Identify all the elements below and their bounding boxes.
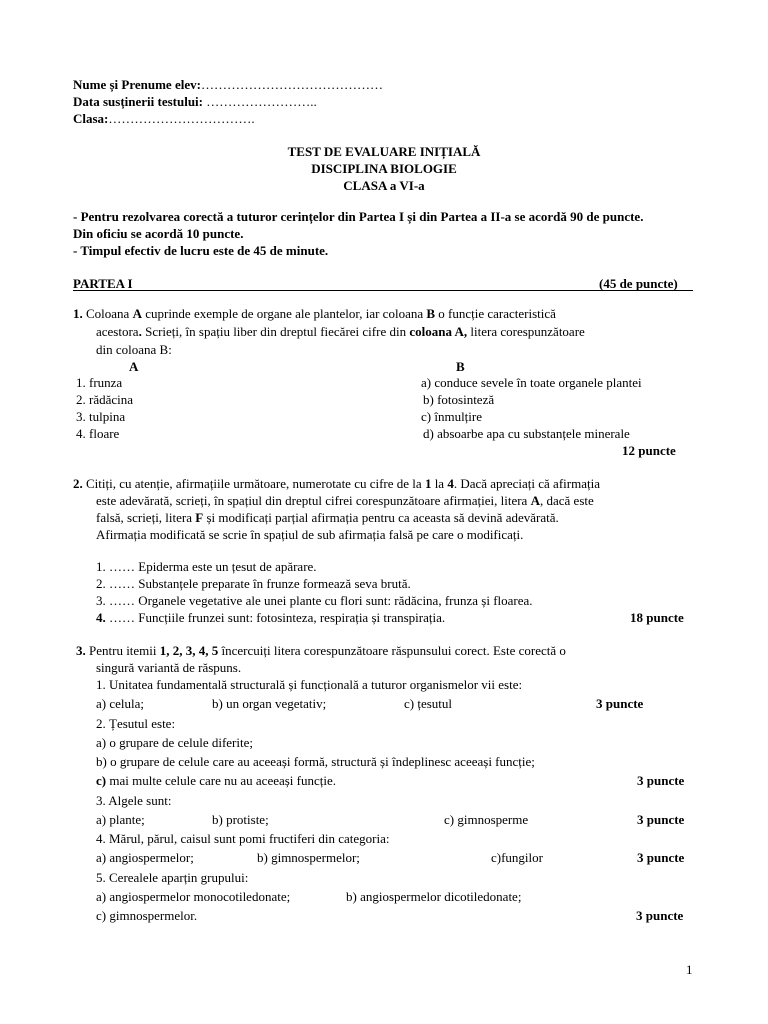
q2-line1: [73, 476, 600, 492]
q1-function-item: c) înmulțire: [421, 409, 483, 424]
q2-statement[interactable]: 2. …… Substanțele preparate în frunze formează seva brută.: [96, 576, 411, 591]
q1-text: Scrieți, în spațiu liber din dreptul fiecărei cifre din: [145, 324, 407, 339]
test-date-line: [73, 94, 317, 110]
q3-number: 3.: [76, 643, 86, 658]
part1-label: PARTEA I: [73, 276, 133, 291]
q2-statement[interactable]: [96, 610, 445, 626]
q3-item2-option[interactable]: [96, 773, 336, 789]
q3-item3-option[interactable]: c) gimnosperme: [444, 812, 529, 827]
q1-text: litera corespunzătoare: [470, 324, 585, 339]
q2-number: 2.: [73, 476, 83, 491]
q1-organ-item: 3. tulpina: [76, 409, 126, 424]
q3-item4-question: 4. Mărul, părul, caisul sunt pomi fructiferi din categoria:: [96, 831, 390, 846]
class-blank: …………………………….: [108, 111, 255, 126]
q2-text: falsă, scrieți, litera: [96, 510, 193, 525]
q2-statement-text: …… Funcțiile frunzei sunt: fotosinteza, respirația și transpirația.: [109, 610, 446, 625]
q1-col-a-ref: A: [132, 306, 142, 321]
q2-text: 4: [447, 476, 454, 491]
student-name-label: Nume și Prenume elev:: [73, 77, 201, 92]
q1-column-a-header: A: [129, 359, 139, 374]
test-date-label: Data susținerii testului:: [73, 94, 203, 109]
q2-text: , dacă este: [539, 493, 594, 508]
q2-text: este adevărată, scrieți, în spațiul din dreptul cifrei corespunzătoare afirmației, litera: [96, 493, 528, 508]
q2-points: 18 puncte: [630, 610, 684, 625]
student-name-line: [73, 77, 383, 93]
q3-item1-option[interactable]: c) țesutul: [404, 696, 453, 711]
q3-text: Pentru itemii: [89, 643, 157, 658]
q3-line1: [76, 643, 566, 659]
test-title: TEST DE EVALUARE INIȚIALĂ: [287, 144, 481, 159]
q1-text: Coloana: [86, 306, 130, 321]
q3-item5-option[interactable]: c) gimnospermelor.: [96, 908, 198, 923]
q3-item1-points: 3 puncte: [596, 696, 644, 711]
q3-item5-points: 3 puncte: [636, 908, 684, 923]
q3-item2-question: 2. Țesutul este:: [96, 716, 176, 731]
q1-text: .: [138, 324, 142, 339]
part1-underline: [73, 290, 693, 291]
q1-function-item: a) conduce sevele în toate organele plantei: [421, 375, 642, 390]
q1-organ-item: 1. frunza: [76, 375, 123, 390]
q3-item2-points: 3 puncte: [637, 773, 685, 788]
test-date-blank: ……………………..: [206, 94, 317, 109]
q3-option-letter: c): [96, 773, 107, 788]
q1-line1: [73, 306, 556, 322]
q3-item3-option[interactable]: b) protiste;: [212, 812, 269, 827]
q1-column-b-header: B: [456, 359, 465, 374]
page-number: 1: [686, 962, 693, 977]
q3-item3-question: 3. Algele sunt:: [96, 793, 172, 808]
q3-line2: singură variantă de răspuns.: [96, 660, 242, 675]
q1-col-a-ref: coloana A,: [409, 324, 468, 339]
q1-organ-item: 2. rădăcina: [76, 392, 134, 407]
q2-text: la: [434, 476, 445, 491]
q2-text: și modificați parțial afirmația pentru ca aceasta să devină adevărată.: [206, 510, 559, 525]
part1-points: (45 de puncte): [599, 276, 678, 291]
q3-item5-option[interactable]: b) angiospermelor dicotiledonate;: [346, 889, 522, 904]
q1-function-item: b) fotosinteză: [423, 392, 495, 407]
class-line: [73, 111, 255, 127]
q3-item2-option[interactable]: b) o grupare de celule care au aceeași formă, structură și îndeplinesc aceeași funcție;: [96, 754, 535, 769]
q3-item4-option[interactable]: c)fungilor: [491, 850, 543, 865]
q1-number: 1.: [73, 306, 83, 321]
instruction-points: - Pentru rezolvarea corectă a tuturor cerințelor din Partea I și din Partea a II-a se acordă 90 de puncte.: [73, 209, 644, 224]
q1-organ-item: 4. floare: [76, 426, 120, 441]
q3-item1-option[interactable]: b) un organ vegetativ;: [212, 696, 327, 711]
q1-text: cuprinde exemple de organe ale plantelor, iar coloana: [145, 306, 424, 321]
instruction-time: - Timpul efectiv de lucru este de 45 de minute.: [73, 243, 329, 258]
q1-text: o funcție caracteristică: [438, 306, 556, 321]
discipline-title: DISCIPLINA BIOLOGIE: [311, 161, 457, 176]
q3-text: încercuiți litera corespunzătoare răspunsului corect. Este corectă o: [221, 643, 566, 658]
instruction-bonus: Din oficiu se acordă 10 puncte.: [73, 226, 244, 241]
q1-text: acestora: [96, 324, 139, 339]
q3-item1-question: 1. Unitatea fundamentală structurală și funcțională a tuturor organismelor vii este:: [96, 677, 523, 692]
q3-item4-option[interactable]: b) gimnospermelor;: [257, 850, 360, 865]
q3-item4-points: 3 puncte: [637, 850, 685, 865]
q3-item4-option[interactable]: a) angiospermelor;: [96, 850, 194, 865]
q2-line3: [96, 510, 559, 526]
q3-item5-option[interactable]: a) angiospermelor monocotiledonate;: [96, 889, 291, 904]
q2-line4: Afirmația modificată se scrie în spațiul de sub afirmația falsă pe care o modificați.: [96, 527, 524, 542]
q1-line3: din coloana B:: [96, 342, 172, 357]
q2-text: F: [195, 510, 204, 525]
q1-function-item: d) absoarbe apa cu substanțele minerale: [423, 426, 630, 441]
q1-line2: [96, 324, 585, 340]
q2-text: . Dacă apreciați că afirmația: [453, 476, 600, 491]
q3-option-text: mai multe celule care nu au aceeași funcție.: [109, 773, 337, 788]
q2-text: 1: [424, 476, 432, 491]
q2-statement-number: 4.: [96, 610, 106, 625]
grade-title: CLASA a VI-a: [343, 178, 425, 193]
q3-item1-option[interactable]: a) celula;: [96, 696, 144, 711]
class-label: Clasa:: [73, 111, 109, 126]
q3-item5-question: 5. Cerealele aparțin grupului:: [96, 870, 249, 885]
student-name-blank: ……………………………………: [200, 77, 383, 92]
q2-text: Citiți, cu atenție, afirmațiile următoare, numerotate cu cifre de la: [86, 476, 422, 491]
q1-col-b-ref: B: [426, 306, 436, 321]
q2-statement[interactable]: 1. …… Epiderma este un țesut de apărare.: [96, 559, 317, 574]
q2-text: A: [530, 493, 540, 508]
q2-statement[interactable]: 3. …… Organele vegetative ale unei plante cu flori sunt: rădăcina, frunza și floarea.: [96, 593, 533, 608]
q3-text: 1, 2, 3, 4, 5: [159, 643, 219, 658]
q1-points: 12 puncte: [622, 443, 676, 458]
q3-item3-points: 3 puncte: [637, 812, 685, 827]
q2-line2: [96, 493, 594, 509]
q3-item2-option[interactable]: a) o grupare de celule diferite;: [96, 735, 253, 750]
q3-item3-option[interactable]: a) plante;: [96, 812, 145, 827]
